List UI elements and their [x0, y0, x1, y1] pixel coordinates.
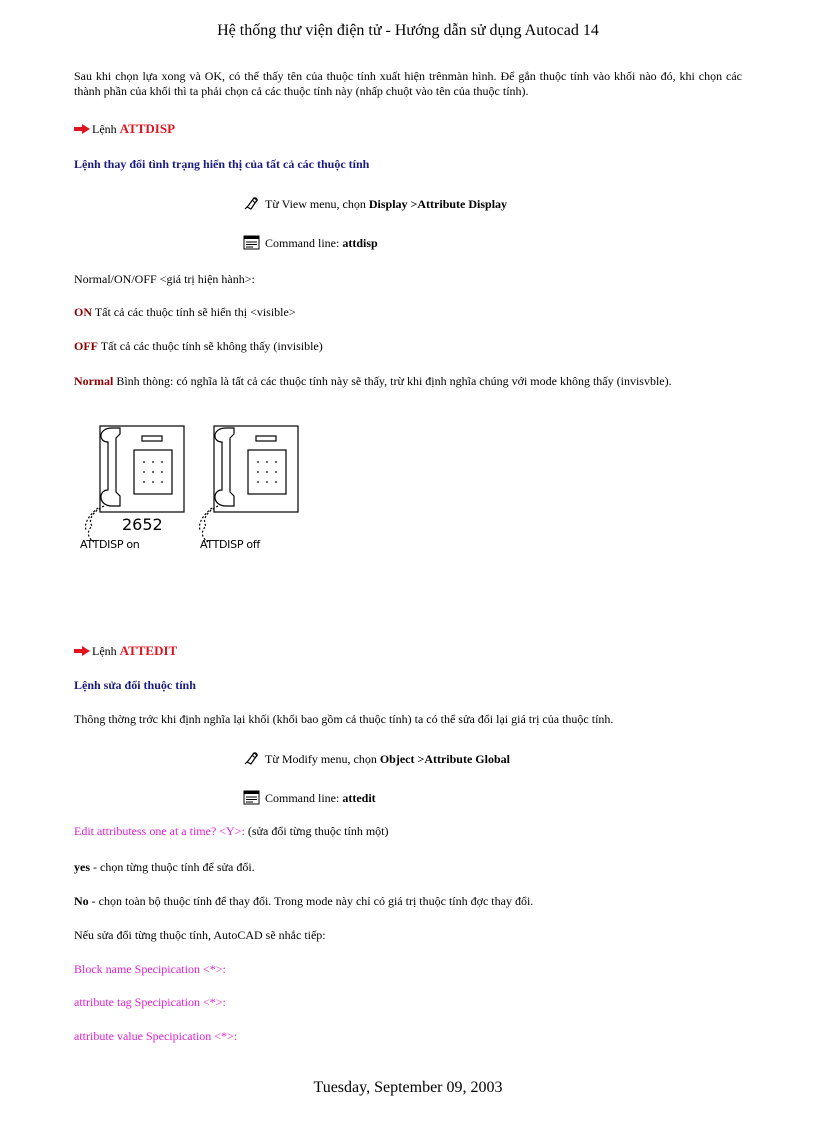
cmdline-value: attedit — [342, 791, 376, 805]
attedit-prompt — [74, 824, 389, 839]
attedit-heading: Lệnh sửa đổi thuộc tính — [74, 678, 196, 692]
intro-paragraph: Sau khi chọn lựa xong và OK, có thể thấy tên của thuộc tính xuất hiện trênmàn hình. Để gắn thuộc tính vào khối nào đó, khi chọn các thành phần của khối thì ta phải chọn cả các thuộc tính này (nhấp chuột vào tên của thuộc tính). — [74, 69, 742, 98]
option-normal — [74, 374, 742, 389]
option-off-key: OFF — [74, 339, 98, 353]
option-off — [74, 339, 323, 354]
figure-attribute-number: 2652 — [122, 515, 163, 534]
option-on-text: Tất cả các thuộc tính sẽ hiển thị <visible> — [94, 305, 296, 319]
option-no-key: No — [74, 894, 89, 908]
attedit-prompt-text: Edit attributess one at a time? <Y>: — [74, 824, 245, 838]
menu-prefix: Từ Modify menu, chọn — [265, 752, 377, 766]
option-normal-text: Bình thòng: có nghĩa là tất cả các thuộc tính này sẽ thấy, trừ khi định nghĩa chúng với mode không thấy (invisvble). — [116, 374, 672, 388]
command-prefix: Lệnh — [92, 122, 117, 136]
phone-drawing-off — [200, 426, 299, 542]
figure-label-on: ATTDISP on — [80, 538, 140, 551]
attdisp-figure — [72, 420, 312, 555]
attedit-menu-line — [243, 751, 510, 767]
arrow-right-icon — [74, 646, 90, 656]
spec-attribute-value: attribute value Specipication <*>: — [74, 1029, 238, 1043]
attdisp-menu-line — [243, 196, 507, 212]
command-line-icon — [243, 790, 260, 805]
arrow-right-icon — [74, 124, 90, 134]
menu-pointer-icon — [243, 751, 260, 766]
attedit-cmdline — [243, 790, 376, 806]
spec-attribute-tag: attribute tag Specipication <*>: — [74, 995, 226, 1009]
menu-path: Object >Attribute Global — [379, 752, 510, 766]
option-no-text: - chọn toàn bộ thuộc tính để thay đổi. Trong mode này chỉ có giá trị thuộc tính đợc thay đổi. — [91, 894, 534, 908]
option-on — [74, 305, 296, 320]
menu-path: Display >Attribute Display — [368, 197, 508, 211]
option-yes — [74, 860, 255, 875]
page-footer-date: Tuesday, September 09, 2003 — [313, 1079, 503, 1096]
cmdline-prefix: Command line: — [265, 236, 340, 250]
menu-pointer-icon — [243, 196, 260, 211]
command-line-icon — [243, 235, 260, 250]
command-name-attedit: ATTEDIT — [119, 643, 178, 658]
page-header: Hệ thống thư viện điện tử - Hướng dẫn sử dụng Autocad 14 — [217, 22, 599, 39]
attedit-command-title — [74, 643, 177, 659]
cmdline-prefix: Command line: — [265, 791, 340, 805]
cmdline-value: attdisp — [342, 236, 378, 250]
attedit-prompt-note: (sửa đổi từng thuộc tính một) — [247, 824, 389, 838]
option-on-key: ON — [74, 305, 92, 319]
menu-prefix: Từ View menu, chọn — [265, 197, 366, 211]
option-normal-key: Normal — [74, 374, 114, 388]
attdisp-cmdline — [243, 235, 378, 251]
option-yes-text: - chọn từng thuộc tính để sửa đổi. — [93, 860, 255, 874]
attedit-intro: Thông thờng trớc khi định nghĩa lại khối (khối bao gồm cả thuộc tính) ta có thể sửa đổi lại giá trị của thuộc tính. — [74, 712, 614, 726]
attdisp-command-title — [74, 121, 175, 137]
option-no — [74, 894, 533, 909]
attdisp-prompt: Normal/ON/OFF <giá trị hiện hành>: — [74, 272, 255, 286]
figure-label-off: ATTDISP off — [200, 538, 260, 551]
command-name-attdisp: ATTDISP — [119, 121, 176, 136]
command-prefix: Lệnh — [92, 644, 117, 658]
attdisp-heading: Lệnh thay đổi tình trạng hiển thị của tất cả các thuộc tính — [74, 157, 370, 171]
option-yes-key: yes — [74, 860, 90, 874]
option-off-text: Tất cả các thuộc tính sẽ không thấy (invisible) — [100, 339, 323, 353]
attedit-followup: Nếu sửa đổi từng thuộc tính, AutoCAD sẽ nhắc tiếp: — [74, 928, 326, 942]
spec-block-name: Block name Specipication <*>: — [74, 962, 226, 976]
